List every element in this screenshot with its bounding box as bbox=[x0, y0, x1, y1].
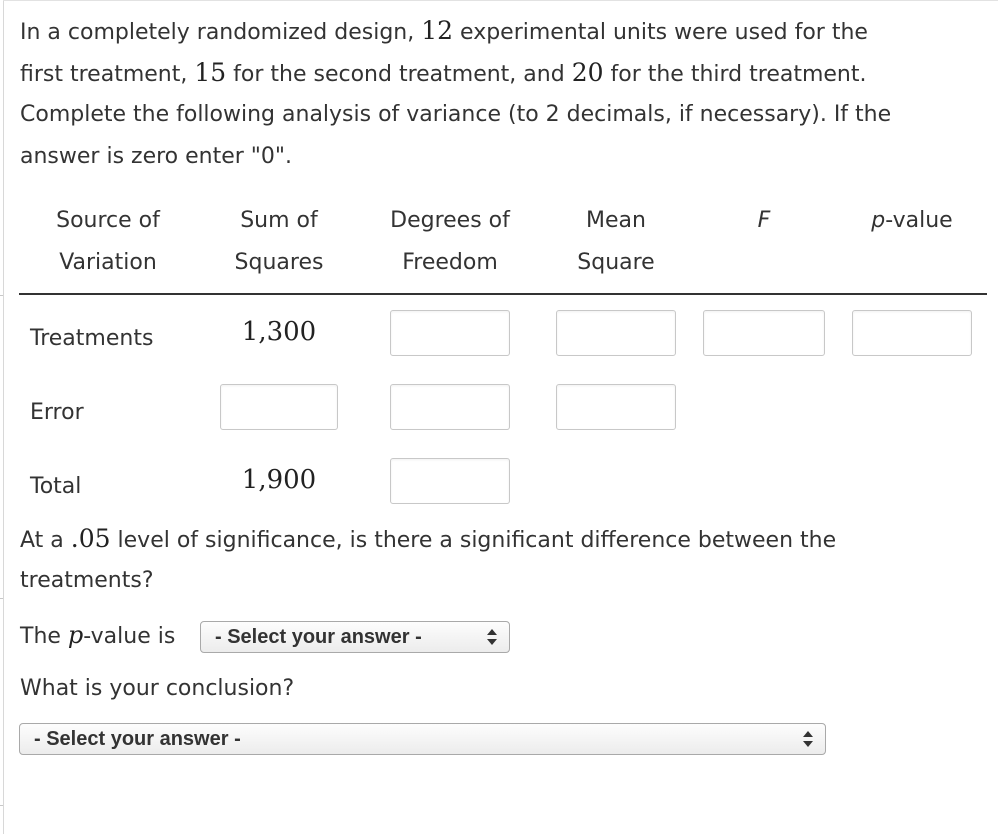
total-sum-of-squares: 1,900 bbox=[241, 465, 317, 495]
row-label-error: Error bbox=[30, 400, 84, 425]
edge-mark bbox=[0, 805, 3, 806]
problem-line-1: In a completely randomized design, 12 experimental units were used for the bbox=[20, 16, 868, 45]
p-value-select[interactable] bbox=[200, 621, 510, 653]
p-value-select-label: - Select your answer - bbox=[215, 625, 422, 648]
header-sum-of-squares: Sum of Squares bbox=[234, 208, 324, 275]
treatments-p-value-input[interactable] bbox=[852, 310, 972, 356]
significance-level: .05 bbox=[70, 524, 111, 553]
conclusion-select-label: - Select your answer - bbox=[34, 727, 241, 750]
conclusion-question: What is your conclusion? bbox=[20, 676, 295, 701]
error-sum-of-squares-input[interactable] bbox=[220, 384, 338, 430]
significance-question-line-1: At a .05 level of significance, is there a significant difference between the bbox=[20, 524, 837, 553]
header-source-of-variation: Source of Variation bbox=[56, 208, 160, 275]
error-mean-square-input[interactable] bbox=[556, 384, 676, 430]
edge-mark bbox=[0, 295, 3, 296]
row-label-total: Total bbox=[30, 474, 82, 499]
total-df-input[interactable] bbox=[390, 458, 510, 504]
units-treatment-1: 12 bbox=[421, 16, 454, 45]
treatments-df-input[interactable] bbox=[390, 310, 510, 356]
units-treatment-3: 20 bbox=[571, 58, 604, 87]
units-treatment-2: 15 bbox=[194, 58, 227, 87]
treatments-mean-square-input[interactable] bbox=[556, 310, 676, 356]
problem-line-3: Complete the following analysis of variance (to 2 decimals, if necessary). If the bbox=[20, 102, 892, 127]
p-value-prompt: The p-value is bbox=[20, 621, 176, 649]
conclusion-select[interactable] bbox=[19, 723, 826, 755]
updown-arrows-icon bbox=[487, 629, 497, 645]
problem-line-2: first treatment, 15 for the second treatment, and 20 for the third treatment. bbox=[20, 58, 867, 87]
table-header-rule bbox=[19, 293, 987, 295]
updown-arrows-icon bbox=[803, 731, 813, 747]
header-mean-square: Mean Square bbox=[577, 208, 655, 275]
row-label-treatments: Treatments bbox=[30, 326, 154, 351]
frame-left-border bbox=[3, 0, 4, 834]
edge-mark bbox=[0, 598, 3, 599]
frame-top-border bbox=[3, 0, 998, 1]
treatments-sum-of-squares: 1,300 bbox=[241, 317, 317, 347]
significance-question-line-2: treatments? bbox=[20, 568, 154, 593]
header-f: F bbox=[757, 208, 771, 233]
treatments-f-input[interactable] bbox=[703, 310, 825, 356]
header-p-value: p-value bbox=[871, 208, 953, 233]
error-df-input[interactable] bbox=[390, 384, 510, 430]
problem-line-4: answer is zero enter "0". bbox=[20, 144, 293, 169]
header-degrees-of-freedom: Degrees of Freedom bbox=[390, 208, 510, 275]
